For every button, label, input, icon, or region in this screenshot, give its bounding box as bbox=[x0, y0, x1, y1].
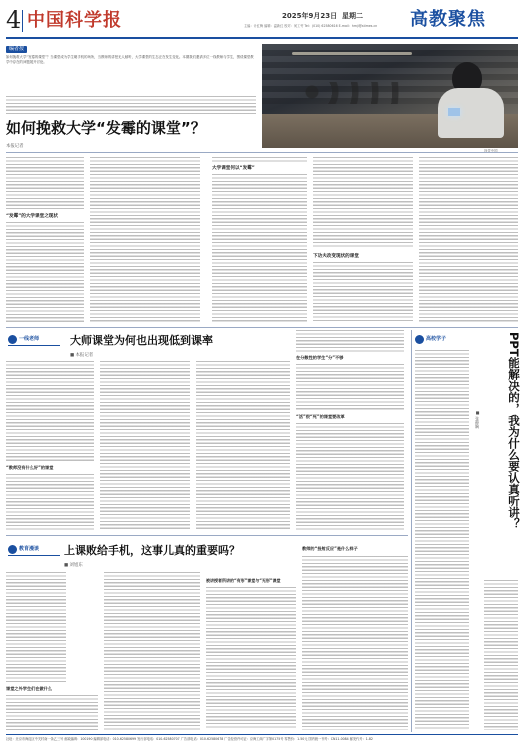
sidebar-kicker: 高校学子 bbox=[426, 336, 447, 342]
footer-rule bbox=[6, 734, 518, 735]
story-three-kicker: 教育漫谈 bbox=[19, 546, 40, 552]
editor-line: 主编：计红梅 编辑：温新红 校对：何工劳 Tel：(010) 62580616 E-mail：hmji@stimes.cn bbox=[244, 24, 378, 28]
masthead-rule bbox=[6, 37, 518, 39]
story-three-subhead-1: 被讲授者所讲的“有形”课堂与“无形”课堂 bbox=[206, 578, 281, 583]
lead-col-4b bbox=[313, 262, 413, 322]
story-three-col-2 bbox=[104, 572, 200, 730]
story-two-col-1a bbox=[6, 361, 94, 461]
lead-headline: 如何挽救大学“发霉的课堂”？ bbox=[6, 119, 206, 137]
story-three-col-3 bbox=[206, 587, 296, 730]
photo-students-back bbox=[302, 82, 402, 104]
story-three-subhead-2: 教师的“投射反应”是什么样子 bbox=[302, 546, 358, 551]
story-three-col-1a bbox=[6, 572, 66, 682]
lead-intro-continued bbox=[6, 96, 256, 114]
story-two-col-2 bbox=[100, 361, 190, 530]
story-two-col-4a bbox=[296, 330, 404, 352]
section-title: 高教聚焦 bbox=[410, 9, 486, 30]
sidebar-col-1 bbox=[415, 350, 469, 730]
issue-date: 2025年9月23日 bbox=[282, 12, 338, 20]
lead-photo bbox=[262, 44, 518, 148]
lead-subhead-3: 下功夫改变现状的课堂 bbox=[313, 254, 359, 259]
lead-headline-rule bbox=[6, 152, 518, 153]
lead-col-1a bbox=[6, 157, 84, 209]
story-two-headline: 大师课堂为何也出现低到课率 bbox=[70, 334, 213, 347]
sidebar-headline: PPT能解决的，我为什么要认真听讲？ bbox=[507, 332, 521, 530]
paper-name: 中国科学报 bbox=[27, 10, 122, 31]
story-three-col-4 bbox=[302, 556, 408, 730]
lead-col-3a bbox=[212, 157, 307, 163]
story-two-kicker-rule bbox=[8, 345, 60, 346]
story-two-col-4b bbox=[296, 364, 404, 410]
lead-col-1b bbox=[6, 222, 84, 322]
masthead-divider bbox=[22, 10, 23, 32]
story-three-subhead-3: 课堂之外学生们在做什么 bbox=[6, 686, 53, 691]
lead-col-3b bbox=[212, 174, 307, 322]
lead-kicker: 编者按 bbox=[6, 46, 27, 53]
sidebar-col-2 bbox=[484, 580, 518, 730]
lead-intro: 如何挽救大学“发霉的课堂”？当课堂成为学生刷手机的场所，当教师的讲授无人倾听，大学课堂的生态正在发生变化。本期我们邀请多位一线教师与学生，围绕课堂教学中存在的问题展开讨论。 bbox=[6, 55, 254, 65]
story-two-bottom-rule bbox=[6, 535, 408, 536]
lead-bottom-rule bbox=[6, 327, 518, 328]
sidebar-byline: ■ 张静娴 bbox=[475, 410, 480, 429]
story-two-icon bbox=[8, 335, 17, 344]
story-two-kicker: 一线老师 bbox=[19, 336, 40, 342]
story-three-headline: 上课败给手机，这事儿真的重要吗？ bbox=[64, 544, 240, 557]
issue-weekday: 星期二 bbox=[342, 12, 363, 20]
story-two-subhead-3: “教师没有什么好”的课堂 bbox=[6, 465, 54, 470]
lead-subhead-1: “发霉”的大学课堂之现状 bbox=[6, 214, 58, 219]
sidebar-divider bbox=[411, 330, 412, 732]
story-two-col-1b bbox=[6, 474, 94, 530]
sidebar-icon bbox=[415, 335, 424, 344]
lead-col-4a bbox=[313, 157, 413, 249]
story-three-col-1b bbox=[6, 695, 98, 730]
story-two-subhead-1: 在分散性的学生“分”不够 bbox=[296, 355, 344, 360]
footer-text: 社址：北京市海淀区中关村南一条乙三号 邮政编码：100190 编辑部电话：010-62580699 发行部电话：010-62580707 广告部电话：010-62580678 广告经营许可证：京海工商广字第0175号 零售价：1.50元 国内统一刊号：CN11-0084 邮发代号：1-82 bbox=[6, 737, 373, 741]
story-three-byline: ■ 刘旭东 bbox=[64, 563, 83, 568]
story-three-icon bbox=[8, 545, 17, 554]
story-two-col-4c bbox=[296, 423, 404, 530]
story-two-byline: ■ 本报记者 bbox=[70, 353, 94, 358]
story-three-kicker-rule bbox=[8, 555, 60, 556]
lead-col-5 bbox=[419, 157, 518, 322]
photo-credit: 视觉中国 bbox=[484, 149, 498, 153]
page-number: 4 bbox=[6, 6, 22, 34]
photo-lights bbox=[292, 52, 412, 55]
story-two-subhead-2: “活”很“死”的课堂要改革 bbox=[296, 414, 345, 419]
photo-phone bbox=[448, 108, 460, 116]
lead-byline: 本报记者 bbox=[6, 144, 24, 149]
story-two-col-3 bbox=[196, 361, 290, 530]
lead-subhead-2: 大学课堂何以“发霉” bbox=[212, 166, 255, 171]
